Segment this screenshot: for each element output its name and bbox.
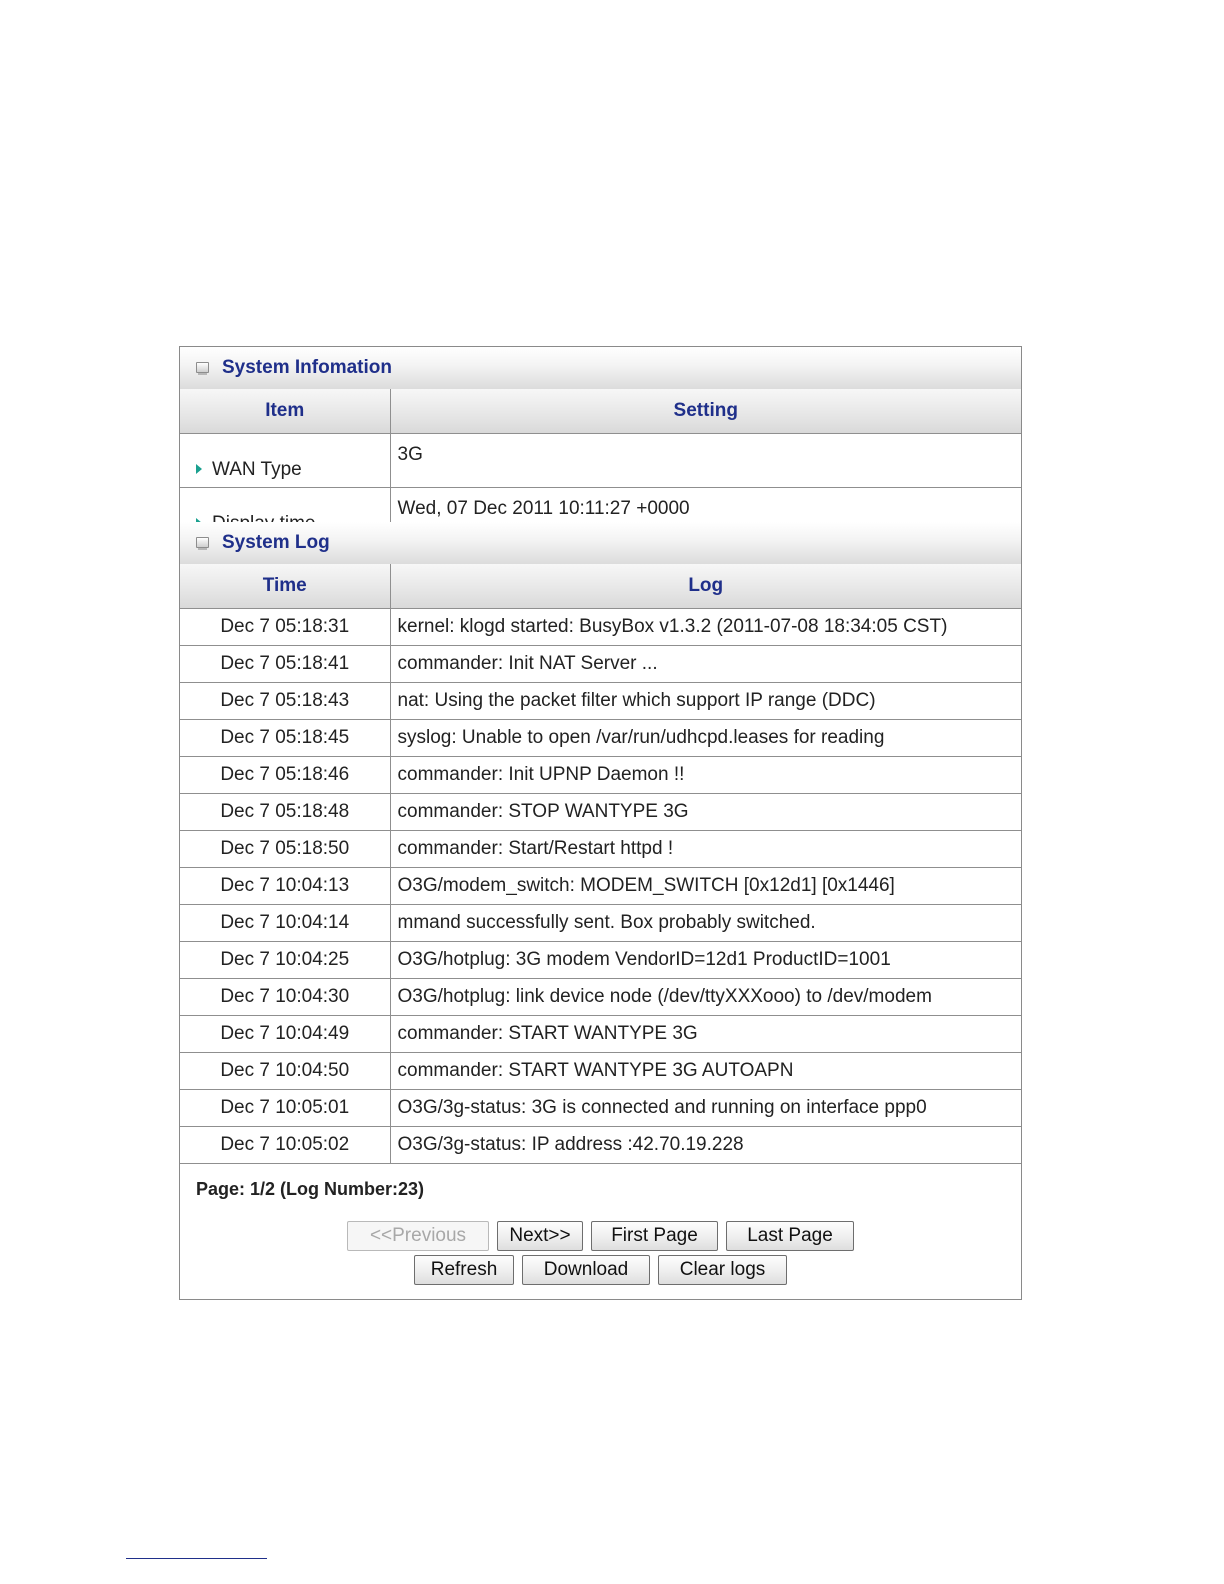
log-message-cell: commander: STOP WANTYPE 3G	[390, 794, 1021, 831]
log-time-cell: Dec 7 10:04:13	[180, 868, 390, 905]
log-time-cell: Dec 7 10:04:14	[180, 905, 390, 942]
log-time-cell: Dec 7 05:18:46	[180, 757, 390, 794]
log-message-cell: nat: Using the packet filter which support IP range (DDC)	[390, 683, 1021, 720]
log-time-cell: Dec 7 05:18:50	[180, 831, 390, 868]
table-row	[180, 979, 1021, 1016]
table-row	[180, 942, 1021, 979]
system-log-header	[180, 522, 1021, 565]
system-status-panel	[179, 346, 1022, 1300]
footnote-separator-line	[126, 1558, 267, 1559]
table-header-row	[180, 389, 1021, 434]
last-page-button[interactable]: Last Page	[726, 1221, 854, 1251]
system-log-title: System Log	[222, 532, 330, 553]
log-time-cell: Dec 7 05:18:45	[180, 720, 390, 757]
log-message-cell: syslog: Unable to open /var/run/udhcpd.leases for reading	[390, 720, 1021, 757]
page-info-label: Page: 1/2 (Log Number:23)	[196, 1179, 425, 1199]
log-time-cell: Dec 7 05:18:48	[180, 794, 390, 831]
section-collapse-icon	[196, 537, 209, 548]
section-collapse-icon	[196, 362, 209, 373]
table-row	[180, 683, 1021, 720]
log-message-cell: O3G/modem_switch: MODEM_SWITCH [0x12d1] [0x1446]	[390, 868, 1021, 905]
log-message-cell: commander: Init NAT Server ...	[390, 646, 1021, 683]
log-message-cell: O3G/hotplug: link device node (/dev/ttyXXXooo) to /dev/modem	[390, 979, 1021, 1016]
refresh-button[interactable]: Refresh	[414, 1255, 514, 1285]
log-time-cell: Dec 7 05:18:31	[180, 609, 390, 646]
log-time-cell: Dec 7 10:04:50	[180, 1053, 390, 1090]
display-time-value: Wed, 07 Dec 2011 10:11:27 +0000	[390, 488, 1021, 542]
log-time-cell: Dec 7 10:04:49	[180, 1016, 390, 1053]
log-column-header: Log	[390, 564, 1021, 609]
system-log-table	[180, 564, 1021, 1164]
system-information-table	[180, 389, 1021, 542]
time-column-header: Time	[180, 564, 390, 609]
previous-page-button[interactable]: <<Previous	[347, 1221, 489, 1251]
log-time-cell: Dec 7 10:04:30	[180, 979, 390, 1016]
wan-type-label: WAN Type	[180, 434, 390, 488]
table-row	[180, 1053, 1021, 1090]
system-information-title: System Infomation	[222, 357, 392, 378]
log-message-cell: kernel: klogd started: BusyBox v1.3.2 (2011-07-08 18:34:05 CST)	[390, 609, 1021, 646]
bullet-arrow-icon	[196, 464, 202, 474]
wan-type-row	[180, 434, 1021, 488]
wan-type-value: 3G	[390, 434, 1021, 488]
next-page-button[interactable]: Next>>	[497, 1221, 583, 1251]
log-message-cell: commander: START WANTYPE 3G AUTOAPN	[390, 1053, 1021, 1090]
log-message-cell: O3G/3g-status: IP address :42.70.19.228	[390, 1127, 1021, 1164]
table-row	[180, 905, 1021, 942]
log-message-cell: O3G/hotplug: 3G modem VendorID=12d1 ProductID=1001	[390, 942, 1021, 979]
table-row	[180, 868, 1021, 905]
log-message-cell: commander: Init UPNP Daemon !!	[390, 757, 1021, 794]
system-information-header	[180, 347, 1021, 390]
log-time-cell: Dec 7 10:05:02	[180, 1127, 390, 1164]
download-button[interactable]: Download	[522, 1255, 650, 1285]
log-message-cell: mmand successfully sent. Box probably switched.	[390, 905, 1021, 942]
table-row	[180, 1127, 1021, 1164]
table-header-row	[180, 564, 1021, 609]
log-message-cell: commander: Start/Restart httpd !	[390, 831, 1021, 868]
table-row	[180, 720, 1021, 757]
clear-logs-button[interactable]: Clear logs	[658, 1255, 787, 1285]
table-row	[180, 794, 1021, 831]
log-time-cell: Dec 7 05:18:43	[180, 683, 390, 720]
log-time-cell: Dec 7 10:05:01	[180, 1090, 390, 1127]
table-row	[180, 646, 1021, 683]
log-time-cell: Dec 7 10:04:25	[180, 942, 390, 979]
table-row	[180, 757, 1021, 794]
table-row	[180, 1090, 1021, 1127]
item-column-header: Item	[180, 389, 390, 434]
log-message-cell: O3G/3g-status: 3G is connected and running on interface ppp0	[390, 1090, 1021, 1127]
table-row	[180, 609, 1021, 646]
table-row	[180, 1016, 1021, 1053]
table-row	[180, 831, 1021, 868]
log-message-cell: commander: START WANTYPE 3G	[390, 1016, 1021, 1053]
log-time-cell: Dec 7 05:18:41	[180, 646, 390, 683]
setting-column-header: Setting	[390, 389, 1021, 434]
first-page-button[interactable]: First Page	[591, 1221, 718, 1251]
